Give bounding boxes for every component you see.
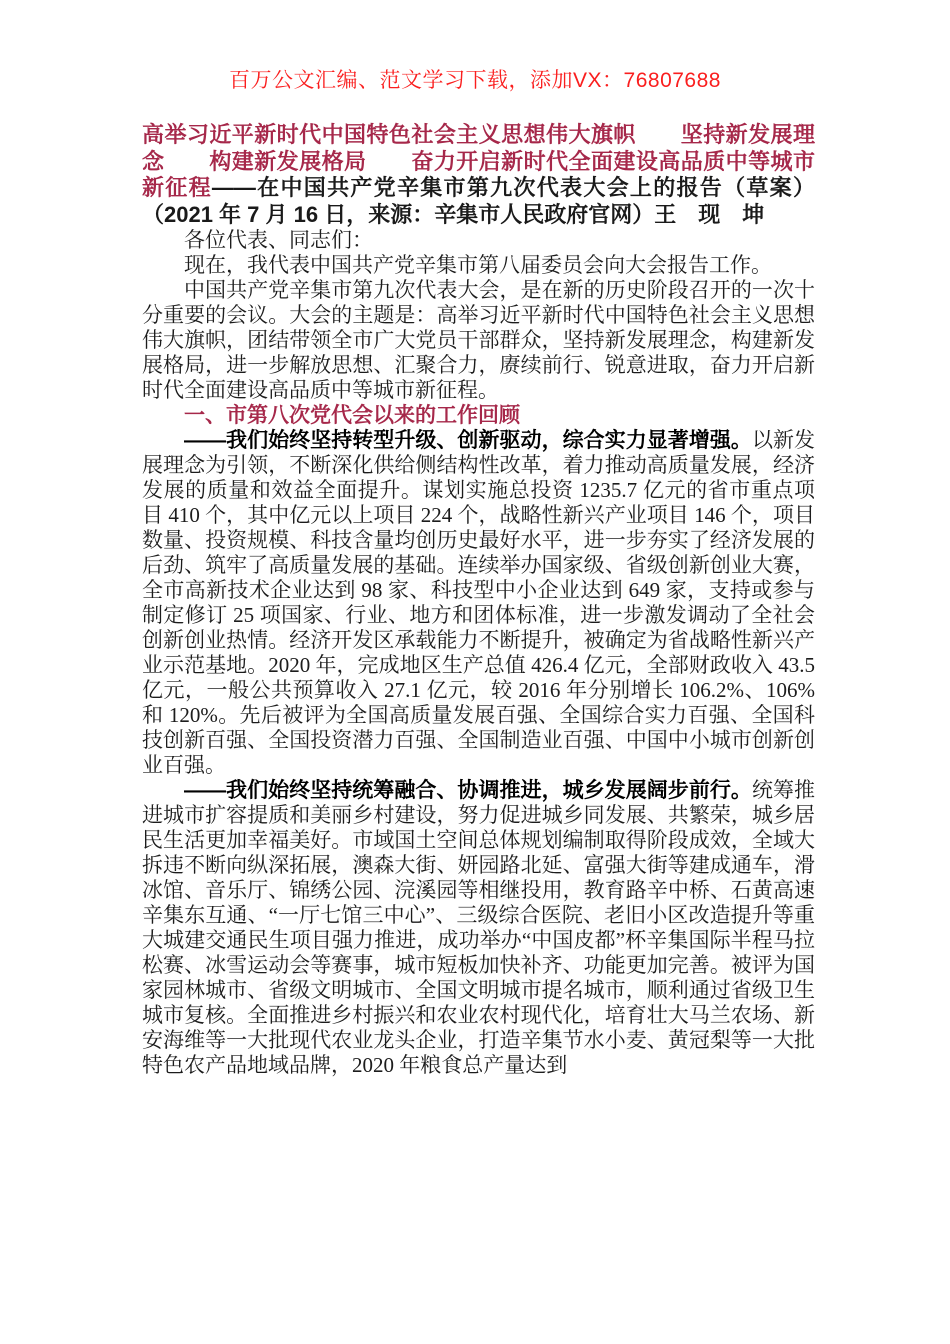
title-main-text: 高举习近平新时代中国特色社会主义思想伟大旗帜 坚持新发展理念 构建新发展格局 奋力开启新时代全面建设高品质中等城市新征程 [142,122,815,200]
document-body [142,122,815,1078]
bold-lead-urban-rural: ——我们始终坚持统筹融合、协调推进，城乡发展阔步前行。 [184,779,752,802]
document-title [142,122,815,228]
section-heading-work-review: 一、市第八次党代会以来的工作回顾 [184,404,520,427]
paragraph-report-intro: 现在，我代表中国共产党辛集市第八届委员会向大会报告工作。 [184,253,772,277]
paragraph-congress-theme: 中国共产党辛集市第九次代表大会，是在新的历史阶段召开的一次十分重要的会议。大会的主题是：高举习近平新时代中国特色社会主义思想伟大旗帜，团结带领全市广大党员干部群众，坚持新发展理念，构建新发展格局，进一步解放思想、汇聚合力，赓续前行、锐意进取，奋力开启新时代全面建设高品质中等城市新征程。 [142,278,815,402]
paragraph-salutation: 各位代表、同志们： [184,228,373,252]
title-subtitle-text: ——在中国共产党辛集市第九次代表大会上的报告（草案）（2021 年 7 月 16 日，来源：辛集市人民政府官网）王 现 坤 [142,175,815,227]
watermark-ad-line: 百万公文汇编、范文学习下载，添加VX：76807688 [229,69,721,92]
paragraph-text-urban-rural: 统筹推进城市扩容提质和美丽乡村建设，努力促进城乡同发展、共繁荣，城乡居民生活更加幸福美好。市域国土空间总体规划编制取得阶段成效，全域大拆违不断向纵深拓展，澳森大街、妍园路北延、富强大街等建成通车，滑冰馆、音乐厅、锦绣公园、浣溪园等相继投用，教育路辛中桥、石黄高速辛集东互通、“一厅七馆三中心”、三级综合医院、老旧小区改造提升等重大城建交通民生项目强力推进，成功举办“中国皮都”杯辛集国际半程马拉松赛、冰雪运动会等赛事，城市短板加快补齐、功能更加完善。被评为国家园林城市、省级文明城市、全国文明城市提名城市，顺利通过省级卫生城市复核。全面推进乡村振兴和农业农村现代化，培育壮大马兰农场、新安海维等一大批现代农业龙头企业，打造辛集节水小麦、黄冠梨等一大批特色农产品地域品牌，2020 年粮食总产量达到 [142,778,816,1077]
paragraph-achievement-economy [142,428,815,778]
paragraph-achievement-urban-rural [142,778,815,1078]
paragraph-text-economy: 以新发展理念为引领，不断深化供给侧结构性改革，着力推动高质量发展，经济发展的质量和效益全面提升。谋划实施总投资 1235.7 亿元的省市重点项目 410 个，其中亿元以上项目 224 个，战略性新兴产业项目 146 个，项目数量、投资规模、科技含量均创历史最好水平，进一步夯实了经济发展的后劲、筑牢了高质量发展的基础。连续举办国家级、省级创新创业大赛，全市高新技术企业达到 98 家、科技型中小企业达到 649 家，支持或参与制定修订 25 项国家、行业、地方和团体标准，进一步激发调动了全社会创新创业热情。经济开发区承载能力不断提升，被确定为省战略性新兴产业示范基地。2020 年，完成地区生产总值 426.4 亿元，全部财政收入 43.5 亿元，一般公共预算收入 27.1 亿元，较 2016 年分别增长 106.2%、106%和 120%。先后被评为全国高质量发展百强、全国综合实力百强、全国科技创新百强、全国投资潜力百强、全国制造业百强、中国中小城市创新创业百强。 [142,428,816,777]
bold-lead-economy: ——我们始终坚持转型升级、创新驱动，综合实力显著增强。 [184,429,752,452]
